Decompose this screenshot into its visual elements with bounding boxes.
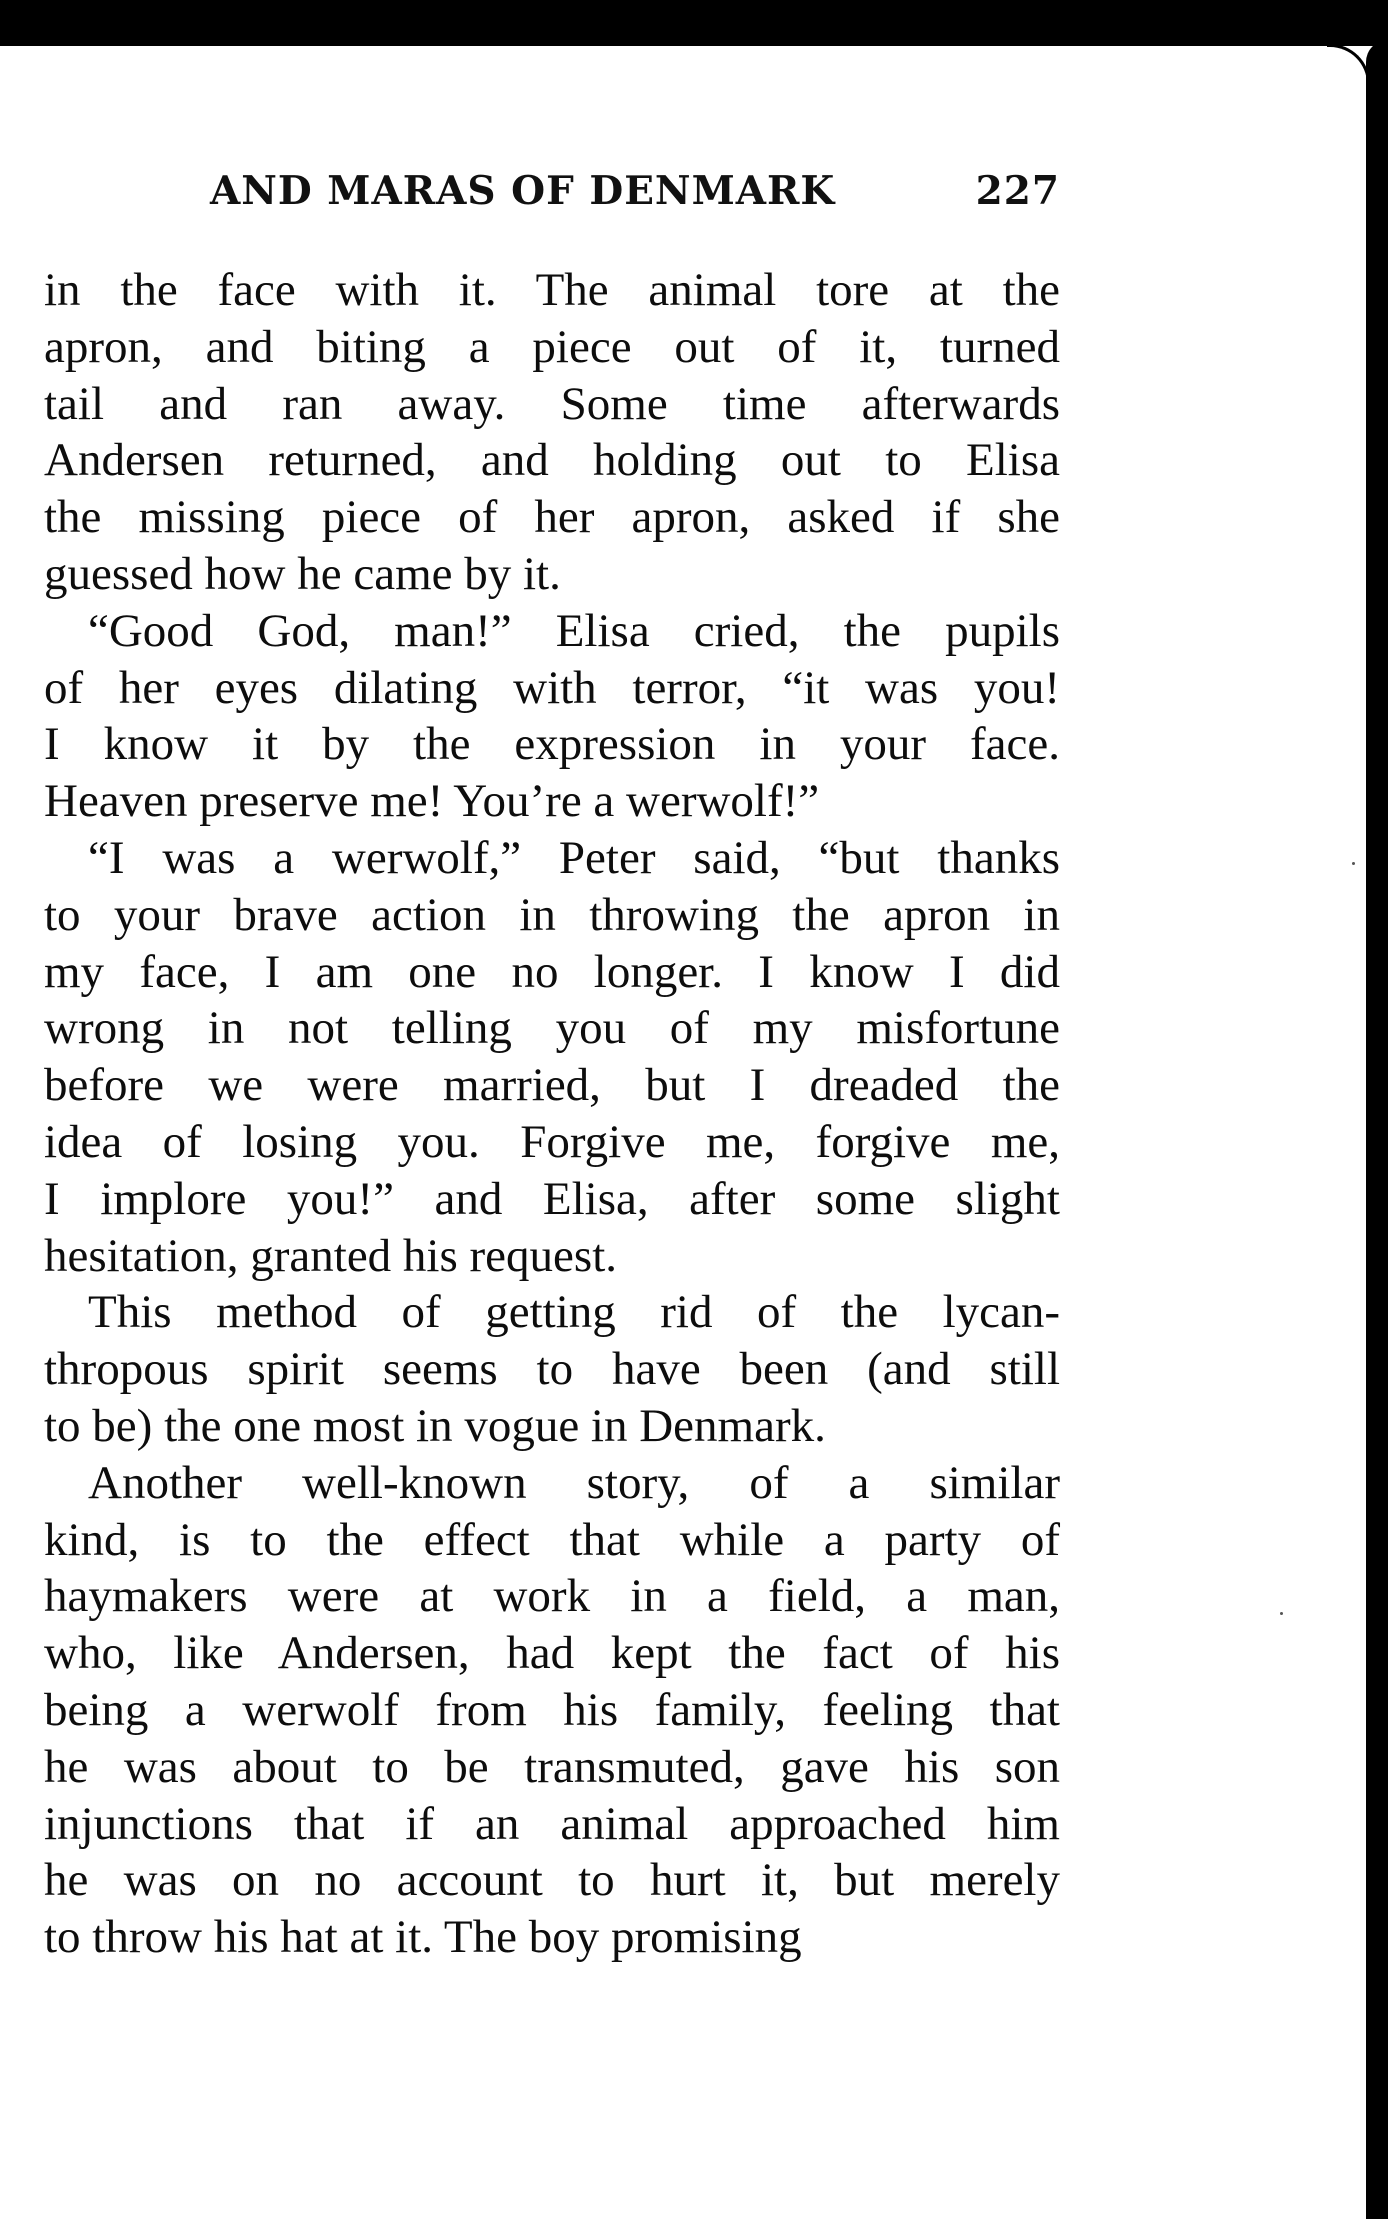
text-line: Heaven preserve me! You’re a werwolf!” — [44, 775, 820, 828]
text-line: injunctions that if an animal approached him — [44, 1797, 1060, 1850]
page-header — [210, 168, 1060, 228]
body-text — [44, 262, 1060, 1966]
paragraph — [44, 1455, 1060, 1966]
text-line: idea of losing you. Forgive me, forgive me, — [44, 1115, 1060, 1168]
text-line: to throw his hat at it. The boy promising — [44, 1911, 802, 1964]
text-line: This method of getting rid of the lycan- — [88, 1286, 1060, 1339]
text-line: haymakers were at work in a field, a man, — [44, 1570, 1060, 1623]
text-line: guessed how he came by it. — [44, 547, 561, 600]
paragraph — [44, 830, 1060, 1284]
text-line: to your brave action in throwing the apron in — [44, 888, 1060, 941]
scan-top-border — [0, 0, 1388, 46]
text-line: he was about to be transmuted, gave his son — [44, 1740, 1060, 1793]
text-line: tail and ran away. Some time afterwards — [44, 377, 1060, 430]
text-line: thropous spirit seems to have been (and still — [44, 1343, 1060, 1396]
scan-right-border — [1366, 40, 1388, 2219]
text-line: he was on no account to hurt it, but merely — [44, 1854, 1060, 1907]
text-line: who, like Andersen, had kept the fact of his — [44, 1627, 1060, 1680]
text-line: the missing piece of her apron, asked if she — [44, 491, 1060, 544]
scan-speck — [1280, 1612, 1283, 1615]
text-line: “Good God, man!” Elisa cried, the pupils — [88, 604, 1060, 657]
text-line: I know it by the expression in your face. — [44, 718, 1060, 771]
paragraph — [44, 1284, 1060, 1454]
text-line: “I was a werwolf,” Peter said, “but thanks — [88, 831, 1060, 884]
text-line: Another well-known story, of a similar — [88, 1456, 1060, 1509]
scan-speck — [1352, 862, 1355, 865]
paragraph — [44, 262, 1060, 603]
text-line: in the face with it. The animal tore at the — [44, 264, 1060, 316]
paragraph — [44, 603, 1060, 830]
text-line: my face, I am one no longer. I know I did — [44, 945, 1060, 998]
text-line: to be) the one most in vogue in Denmark. — [44, 1399, 826, 1452]
text-line: wrong in not telling you of my misfortune — [44, 1002, 1060, 1055]
text-line: of her eyes dilating with terror, “it was you! — [44, 661, 1060, 714]
text-line: before we were married, but I dreaded the — [44, 1059, 1060, 1112]
text-line: being a werwolf from his family, feeling that — [44, 1683, 1060, 1736]
page-corner-curve — [1327, 44, 1370, 87]
text-line: apron, and biting a piece out of it, turned — [44, 320, 1060, 373]
text-line: kind, is to the effect that while a party of — [44, 1513, 1060, 1566]
text-line: hesitation, granted his request. — [44, 1229, 617, 1282]
running-head: AND MARAS OF DENMARK — [210, 168, 836, 214]
page-number: 227 — [975, 168, 1060, 214]
text-line: Andersen returned, and holding out to Elisa — [44, 434, 1060, 487]
text-line: I implore you!” and Elisa, after some slight — [44, 1172, 1060, 1225]
